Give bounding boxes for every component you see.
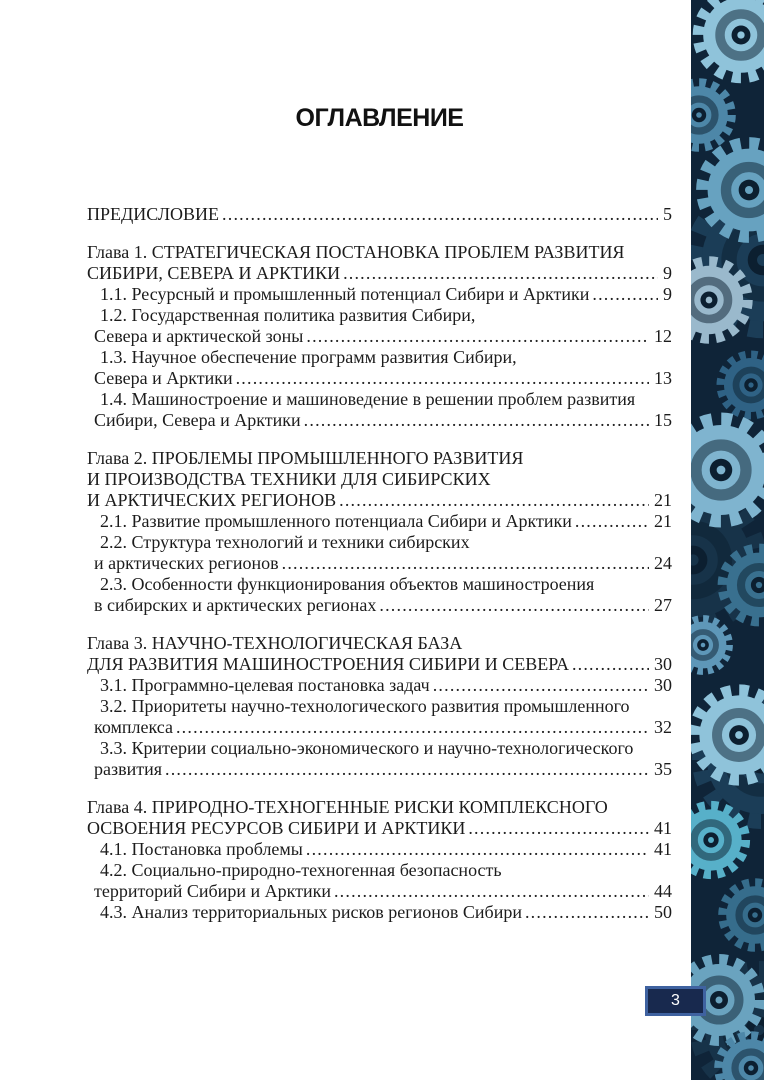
toc-line (87, 511, 672, 532)
dot-leader (334, 881, 649, 902)
dot-leader (236, 368, 649, 389)
toc-line (87, 738, 672, 759)
toc-line-text: 3.2. Приоритеты научно-технологического развития промышленного (100, 696, 630, 716)
toc-line-text: и арктических регионов (94, 553, 279, 573)
toc-line-text: ПРЕДИСЛОВИЕ (87, 204, 220, 224)
toc-line (87, 368, 672, 389)
toc-page-number: 44 (654, 881, 672, 901)
toc-entry (87, 284, 672, 305)
page-number: 3 (671, 992, 680, 1009)
toc-entry (87, 839, 672, 860)
dot-leader (572, 654, 649, 675)
toc-line (87, 553, 672, 574)
toc-line (87, 305, 672, 326)
toc-line-text: Глава 2. ПРОБЛЕМЫ ПРОМЫШЛЕННОГО РАЗВИТИЯ (87, 448, 524, 468)
dot-leader (304, 410, 649, 431)
toc-entry (87, 448, 672, 511)
toc-line (87, 797, 672, 818)
dot-leader (592, 284, 658, 305)
dot-leader (165, 759, 649, 780)
toc-line-text: Глава 4. ПРИРОДНО-ТЕХНОГЕННЫЕ РИСКИ КОМПЛЕКСНОГО (87, 797, 608, 817)
dot-leader (176, 717, 649, 738)
toc-page-number: 30 (654, 654, 672, 674)
toc-line-text: 1.4. Машиностроение и машиноведение в решении проблем развития (100, 389, 636, 409)
toc-page-number: 41 (654, 818, 672, 838)
toc-line (87, 860, 672, 881)
toc-line (87, 633, 672, 654)
toc-entry (87, 204, 672, 225)
toc-line (87, 347, 672, 368)
toc-line-text: развития (94, 759, 163, 779)
toc-line (87, 410, 672, 431)
toc-line-text: 4.1. Постановка проблемы (100, 839, 303, 859)
toc-line-text: Глава 1. СТРАТЕГИЧЕСКАЯ ПОСТАНОВКА ПРОБЛЕМ РАЗВИТИЯ (87, 242, 625, 262)
toc-line-text: 2.1. Развитие промышленного потенциала Сибири и Арктики (100, 511, 572, 531)
gears-decoration (691, 0, 764, 1080)
toc-page-number: 35 (654, 759, 672, 779)
toc-page-number: 15 (654, 410, 672, 430)
toc-entry (87, 305, 672, 347)
toc-line (87, 696, 672, 717)
toc-entry (87, 574, 672, 616)
toc-page-number: 12 (654, 326, 672, 346)
toc-line-text: 3.1. Программно-целевая постановка задач (100, 675, 430, 695)
toc-line (87, 469, 672, 490)
toc-page-number: 50 (654, 902, 672, 922)
dot-leader (433, 675, 649, 696)
toc-entry (87, 511, 672, 532)
toc-line (87, 839, 672, 860)
toc-entry (87, 532, 672, 574)
toc-entry (87, 902, 672, 923)
dot-leader (282, 553, 649, 574)
toc-entry (87, 797, 672, 839)
toc-line (87, 717, 672, 738)
toc-entry (87, 242, 672, 284)
dot-leader (468, 818, 649, 839)
toc-line (87, 902, 672, 923)
toc-line (87, 675, 672, 696)
toc-line (87, 326, 672, 347)
toc-page-number: 41 (654, 839, 672, 859)
toc-line-text: 1.3. Научное обеспечение программ развития Сибири, (100, 347, 517, 367)
toc-entry (87, 696, 672, 738)
toc-line-text: в сибирских и арктических регионах (94, 595, 377, 615)
toc-line-text: Сибири, Севера и Арктики (94, 410, 301, 430)
toc-line (87, 818, 672, 839)
dot-leader (339, 490, 649, 511)
toc-line-text: ДЛЯ РАЗВИТИЯ МАШИНОСТРОЕНИЯ СИБИРИ И СЕВЕРА (87, 654, 569, 674)
toc-page-number: 27 (654, 595, 672, 615)
toc-line-text: 4.2. Социально-природно-техногенная безопасность (100, 860, 502, 880)
toc-line-text: И АРКТИЧЕСКИХ РЕГИОНОВ (87, 490, 337, 510)
toc-line (87, 389, 672, 410)
toc-page-number: 24 (654, 553, 672, 573)
toc-line-text: 1.2. Государственная политика развития Сибири, (100, 305, 476, 325)
dot-leader (306, 326, 649, 347)
toc-line-text: 1.1. Ресурсный и промышленный потенциал Сибири и Арктики (100, 284, 590, 304)
toc-line (87, 204, 672, 225)
toc-page-number: 30 (654, 675, 672, 695)
dot-leader (222, 204, 658, 225)
toc-page-number: 9 (663, 284, 672, 304)
toc-line (87, 574, 672, 595)
toc-line-text: 2.2. Структура технологий и техники сибирских (100, 532, 470, 552)
page-number-badge (645, 986, 706, 1016)
toc-line (87, 490, 672, 511)
dot-leader (379, 595, 649, 616)
dot-leader (575, 511, 649, 532)
toc-page-number: 32 (654, 717, 672, 737)
toc-entry (87, 347, 672, 389)
toc-page-number: 9 (663, 263, 672, 283)
toc-line-text: комплекса (94, 717, 173, 737)
toc-line-text: территорий Сибири и Арктики (94, 881, 331, 901)
toc-line-text: 4.3. Анализ территориальных рисков регионов Сибири (100, 902, 522, 922)
toc-line-text: СИБИРИ, СЕВЕРА И АРКТИКИ (87, 263, 341, 283)
toc-page-number: 21 (654, 490, 672, 510)
dot-leader (343, 263, 658, 284)
toc-entry (87, 633, 672, 675)
toc-line-text: 2.3. Особенности функционирования объектов машиностроения (100, 574, 595, 594)
toc-line (87, 284, 672, 305)
toc-line-text: И ПРОИЗВОДСТВА ТЕХНИКИ ДЛЯ СИБИРСКИХ (87, 469, 491, 489)
toc-page-number: 5 (663, 204, 672, 224)
toc-entry (87, 738, 672, 780)
toc-line (87, 654, 672, 675)
toc-line (87, 595, 672, 616)
dot-leader (525, 902, 649, 923)
toc-line-text: ОСВОЕНИЯ РЕСУРСОВ СИБИРИ И АРКТИКИ (87, 818, 466, 838)
dot-leader (306, 839, 649, 860)
toc-page-number: 13 (654, 368, 672, 388)
toc-entry (87, 860, 672, 902)
page-title: ОГЛАВЛЕНИЕ (295, 104, 464, 132)
toc (87, 204, 672, 923)
toc-entry (87, 675, 672, 696)
toc-line-text: Севера и арктической зоны (94, 326, 304, 346)
toc-line-text: Глава 3. НАУЧНО-ТЕХНОЛОГИЧЕСКАЯ БАЗА (87, 633, 463, 653)
toc-line (87, 532, 672, 553)
toc-line-text: 3.3. Критерии социально-экономического и научно-технологического (100, 738, 634, 758)
toc-line (87, 759, 672, 780)
toc-line (87, 263, 672, 284)
toc-line (87, 242, 672, 263)
toc-page-number: 21 (654, 511, 672, 531)
toc-line (87, 448, 672, 469)
toc-line (87, 881, 672, 902)
toc-entry (87, 389, 672, 431)
toc-line-text: Севера и Арктики (94, 368, 233, 388)
